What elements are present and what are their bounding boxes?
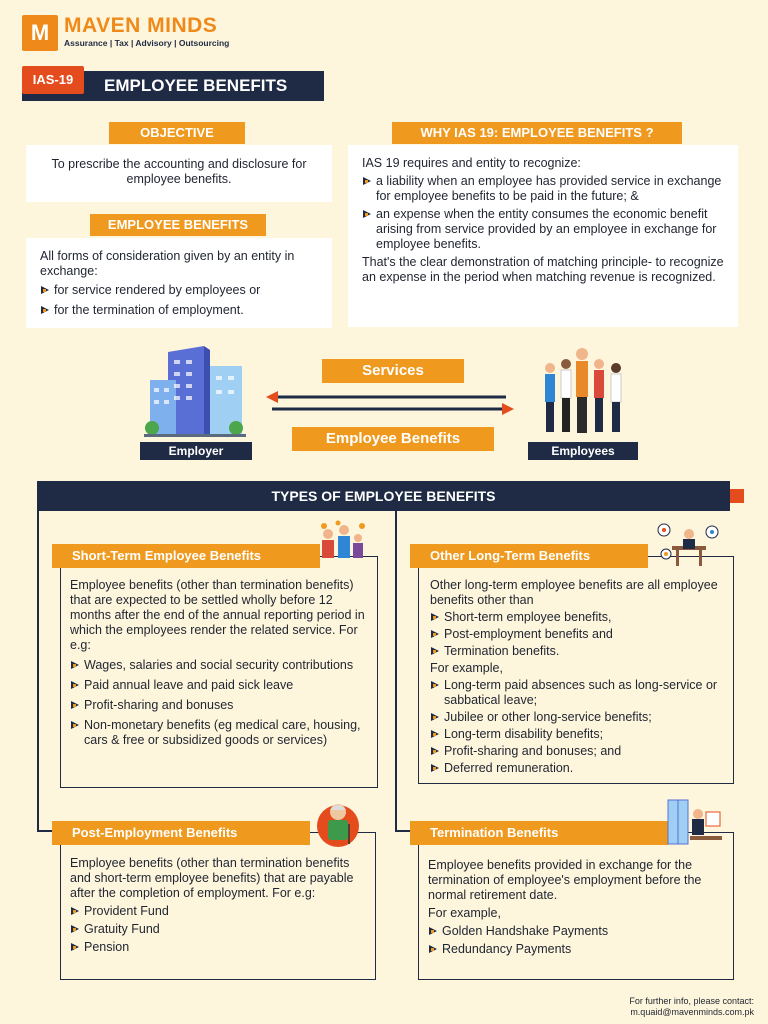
post-employment-label: Post-Employment Benefits xyxy=(52,821,310,845)
footer-contact xyxy=(629,996,754,1018)
brand-name: MAVEN MINDS xyxy=(64,14,218,37)
employee-benefits-intro: All forms of consideration given by an entity in exchange: xyxy=(40,249,295,278)
list-item: Short-term employee benefits, xyxy=(430,610,728,625)
employees-label: Employees xyxy=(528,442,638,460)
employees-group-illustration xyxy=(536,344,632,440)
list-item: Redundancy Payments xyxy=(428,942,728,957)
frame-line-left xyxy=(37,511,39,831)
list-item: Paid annual leave and paid sick leave xyxy=(70,678,370,693)
termination-office-icon xyxy=(664,796,724,848)
other-long-term-content xyxy=(430,578,728,776)
logo-mark: M xyxy=(22,15,58,51)
list-item: Golden Handshake Payments xyxy=(428,924,728,939)
objective-text: To prescribe the accounting and disclosure for employee benefits. xyxy=(51,157,307,186)
employer-building-illustration xyxy=(138,344,250,440)
footer-email[interactable]: m.quaid@mavenminds.com.pk xyxy=(630,1007,754,1017)
retiree-icon xyxy=(314,796,362,848)
types-title: TYPES OF EMPLOYEE BENEFITS xyxy=(37,481,730,511)
list-item: for the termination of employment. xyxy=(40,303,318,318)
termination-content xyxy=(428,858,728,957)
other-long-term-example-label: For example, xyxy=(430,661,503,675)
brand-tagline: Assurance | Tax | Advisory | Outsourcing xyxy=(64,38,230,48)
post-employment-intro: Employee benefits (other than termination benefits and short-term employee benefits) that are payable after the completion of employment. For e.g: xyxy=(70,856,354,900)
why-label: WHY IAS 19: EMPLOYEE BENEFITS ? xyxy=(392,122,682,144)
list-item: Wages, salaries and social security contributions xyxy=(70,658,370,673)
why-intro: IAS 19 requires and entity to recognize: xyxy=(362,156,581,170)
list-item: Post-employment benefits and xyxy=(430,627,728,642)
list-item: a liability when an employee has provided service in exchange for employee benefits to be paid in the future; & xyxy=(362,174,726,204)
objective-label: OBJECTIVE xyxy=(109,122,245,144)
list-item: for service rendered by employees or xyxy=(40,283,318,298)
list-item: Termination benefits. xyxy=(430,644,728,659)
short-term-intro: Employee benefits (other than termination benefits) that are expected to be settled wholly before 12 months after the end of the annual reporting period in which the employees render the related service. For e.g: xyxy=(70,578,365,652)
accent-square xyxy=(730,489,744,503)
footer-line-1: For further info, please contact: xyxy=(629,996,754,1006)
employer-label: Employer xyxy=(140,442,252,460)
list-item: Long-term paid absences such as long-service or sabbatical leave; xyxy=(430,678,728,708)
other-long-term-intro: Other long-term employee benefits are all employee benefits other than xyxy=(430,578,718,607)
list-item: Long-term disability benefits; xyxy=(430,727,728,742)
objective-card xyxy=(26,145,332,202)
services-label: Services xyxy=(322,359,464,383)
list-item: Provident Fund xyxy=(70,904,366,919)
long-term-office-icon xyxy=(656,520,720,568)
list-item: Jubilee or other long-service benefits; xyxy=(430,710,728,725)
list-item: Profit-sharing and bonuses xyxy=(70,698,370,713)
employee-benefits-label: EMPLOYEE BENEFITS xyxy=(90,214,266,236)
list-item: Pension xyxy=(70,940,366,955)
short-term-people-icon xyxy=(316,520,368,568)
termination-label: Termination Benefits xyxy=(410,821,668,845)
termination-intro: Employee benefits provided in exchange for the termination of employee's employment before the normal retirement date. xyxy=(428,858,702,902)
list-item: Non-monetary benefits (eg medical care, housing, cars & free or subsidized goods or services) xyxy=(70,718,370,748)
ias-badge: IAS-19 xyxy=(22,66,84,94)
frame-connector xyxy=(37,830,53,832)
employee-benefits-card xyxy=(26,238,332,328)
why-card xyxy=(348,145,738,327)
list-item: Deferred remuneration. xyxy=(430,761,728,776)
short-term-label: Short-Term Employee Benefits xyxy=(52,544,320,568)
other-long-term-label: Other Long-Term Benefits xyxy=(410,544,648,568)
page-title: EMPLOYEE BENEFITS xyxy=(104,76,288,95)
short-term-content xyxy=(70,578,370,748)
why-conclusion: That's the clear demonstration of matching principle- to recognize an expense in the period when matching revenue is recognized. xyxy=(362,255,724,284)
exchange-arrows xyxy=(262,389,518,419)
employee-benefits-flow-label: Employee Benefits xyxy=(292,427,494,451)
frame-connector xyxy=(395,830,411,832)
termination-example-label: For example, xyxy=(428,906,501,920)
post-employment-content xyxy=(70,856,366,955)
list-item: Gratuity Fund xyxy=(70,922,366,937)
list-item: Profit-sharing and bonuses; and xyxy=(430,744,728,759)
frame-line-middle xyxy=(395,511,397,831)
list-item: an expense when the entity consumes the economic benefit arising from service provided by an employee in exchange for employee benefits. xyxy=(362,207,726,252)
